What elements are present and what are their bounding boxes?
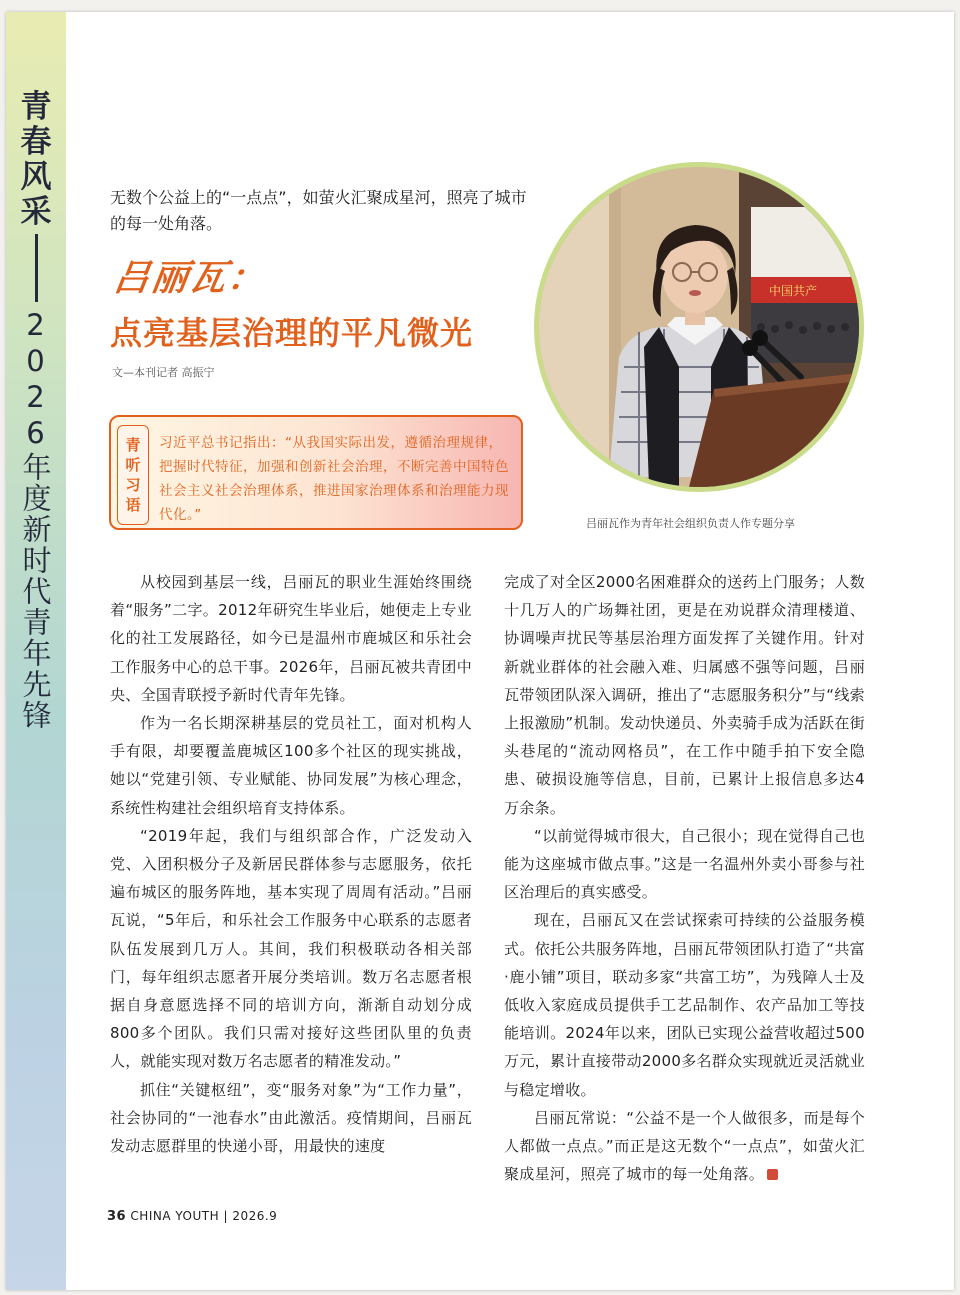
article-paragraph: “以前觉得城市很大，自己很小；现在觉得自己也能为这座城市做点事。”这是一名温州外卖小哥参与社区治理后的真实感受。: [504, 826, 865, 902]
section-subtitle: 2026年度新时代青年先锋: [18, 308, 53, 731]
issue-number: 2026.9: [232, 1209, 278, 1223]
article-paragraph-last: [504, 1104, 865, 1189]
section-title-char: 风: [20, 159, 52, 195]
article-title-name: 吕丽瓦：: [110, 257, 269, 299]
article-paragraph: 从校园到基层一线，吕丽瓦的职业生涯始终围绕着“服务”二字。2012年研究生毕业后，她便走上专业化的社工发展路径，如今已是温州市鹿城区和乐社会工作服务中心的总干事。2026年，吕丽瓦被共青团中央、全国青联授予新时代青年先锋。: [110, 573, 472, 704]
section-title-dash: [35, 234, 38, 302]
magazine-name: CHINA YOUTH: [130, 1209, 220, 1223]
quote-text: 习近平总书记指出：“从我国实际出发，遵循治理规律，把握时代特征，加强和创新社会治理，不断完善中国特色社会主义社会治理体系，推进国家治理体系和治理能力现代化。”: [159, 435, 509, 523]
quote-tag-char: 青: [125, 436, 141, 454]
speaker-photo-illustration: [539, 167, 859, 487]
article-column-left: [110, 568, 472, 1160]
page-number: 36: [107, 1209, 127, 1224]
banner-text: 中国共产: [769, 284, 818, 298]
section-title-vertical: [17, 90, 55, 731]
lead-text: 无数个公益上的“一点点”，如萤火汇聚成星河，照亮了城市的每一处角落。: [110, 188, 527, 233]
quote-tag-char: 习: [125, 476, 141, 494]
article-paragraph: 作为一名长期深耕基层的党员社工，面对机构人手有限，却要覆盖鹿城区100多个社区的现实挑战，她以“党建引领、专业赋能、协同发展”为核心理念，系统性构建社会组织培育支持体系。: [110, 714, 472, 817]
section-title-char: 采: [20, 194, 52, 230]
article-column-right: [504, 568, 865, 1188]
quote-tag-char: 语: [125, 496, 141, 514]
end-mark-icon: [767, 1169, 778, 1180]
screen-icon: [751, 207, 859, 277]
quote-tag-char: 听: [125, 456, 141, 474]
article-title: 点亮基层治理的平凡微光: [110, 314, 474, 352]
byline: 文—本刊记者 高振宁: [112, 366, 215, 379]
photo-caption: 吕丽瓦作为青年社会组织负责人作专题分享: [586, 517, 795, 530]
article-paragraph: 完成了对全区2000名困难群众的送药上门服务；人数十几万人的广场舞社团，更是在劝说群众清理楼道、协调噪声扰民等基层治理方面发挥了关键作用。针对新就业群体的社会融入难、归属感不强等问题，吕丽瓦带领团队深入调研，推出了“志愿服务积分”与“线索上报激励”机制。发动快递员、外卖骑手成为活跃在街头巷尾的“流动网格员”，在工作中随手拍下安全隐患、破损设施等信息，目前，已累计上报信息多达4万余条。: [504, 573, 865, 817]
magazine-page: [6, 12, 954, 1290]
article-paragraph: 抓住“关键枢纽”，变“服务对象”为“工作力量”，社会协同的“一池春水”由此激活。疫情期间，吕丽瓦发动志愿群里的快递小哥，用最快的速度: [110, 1080, 472, 1156]
article-paragraph: 现在，吕丽瓦又在尝试探索可持续的公益服务模式。依托公共服务阵地，吕丽瓦带领团队打造了“共富·鹿小铺”项目，联动多家“共富工坊”，为残障人士及低收入家庭成员提供手工艺品制作、农产品加工等技能培训。2024年以来，团队已实现公益营收超过500万元，累计直接带动2000多名群众实现就近灵活就业与稳定增收。: [504, 911, 865, 1099]
article-paragraph: “2019年起，我们与组织部合作，广泛发动入党、入团积极分子及新居民群体参与志愿服务，依托遍布城区的服务阵地，基本实现了周周有活动。”吕丽瓦说，“5年后，和乐社会工作服务中心联系的志愿者队伍发展到几万人。其间，我们积极联动各相关部门，每年组织志愿者开展分类培训。数万名志愿者根据自身意愿选择不同的培训方向，渐渐自动划分成800多个团队。我们只需对接好这些团队里的负责人，就能实现对数万名志愿者的精准发动。”: [110, 826, 472, 1071]
footer-separator: |: [223, 1209, 228, 1223]
page-footer: [107, 1209, 277, 1224]
quote-tag: [117, 425, 149, 525]
section-title-char: 春: [20, 124, 52, 160]
article-paragraph-text: 吕丽瓦常说：“公益不是一个人做很多，而是每个人都做一点点。”而正是这无数个“一点点”，如萤火汇聚成星河，照亮了城市的每一处角落。: [504, 1108, 865, 1184]
section-title-char: 青: [20, 89, 52, 125]
speaker-photo: [534, 162, 864, 492]
quote-box: [109, 415, 523, 530]
